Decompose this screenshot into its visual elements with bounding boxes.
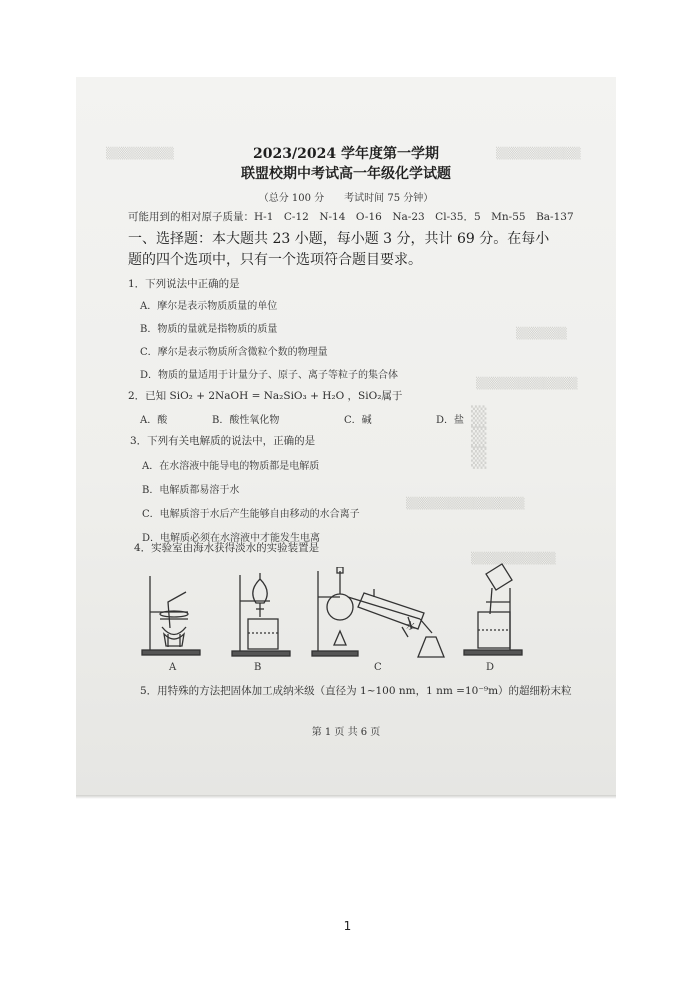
question-1-option-d: D．物质的量适用于计量分子、原子、离子等粒子的集合体 — [140, 370, 399, 381]
bleed-text: ▒▒▒▒▒▒▒▒▒▒▒▒ — [476, 377, 578, 390]
question-3-option-d: D．电解质必须在水溶液中才能发生电离 — [142, 533, 321, 544]
bleed-text: ▒▒▒▒▒▒▒▒▒▒ — [471, 552, 556, 565]
bleed-text: ▒▒▒▒▒▒ — [516, 327, 567, 340]
exam-photo — [76, 77, 616, 797]
apparatus-a-label: A — [169, 662, 177, 673]
question-1-option-a: A．摩尔是表示物质质量的单位 — [140, 301, 278, 312]
apparatus-d-label: D — [486, 662, 495, 673]
photo-edge-shadow — [76, 795, 616, 799]
question-2-option-d: D．盐 — [436, 415, 465, 426]
question-2-option-a: A．酸 — [140, 415, 168, 426]
question-2-stem: 2．已知 SiO₂ + 2NaOH = Na₂SiO₃ + H₂O ，SiO₂属于 — [128, 390, 403, 402]
exam-title-line2: 联盟校期中考试高一年级化学试题 — [241, 166, 451, 182]
apparatus-c-distillation-diagram — [308, 567, 468, 662]
question-3-option-c: C．电解质溶于水后产生能够自由移动的水合离子 — [142, 509, 360, 520]
section1-heading-line2: 题的四个选项中，只有一个选项符合题目要求。 — [128, 252, 422, 268]
question-2-option-c: C．碱 — [344, 415, 372, 426]
bleed-text: ▒▒▒▒▒▒▒▒▒▒ — [496, 147, 581, 160]
question-3-stem: 3．下列有关电解质的说法中，正确的是 — [130, 435, 316, 447]
bleed-text: ▒▒▒▒▒▒▒▒ — [106, 147, 174, 160]
apparatus-a-filtration-diagram — [138, 572, 208, 657]
water-label: 水 — [406, 622, 416, 632]
question-1-stem: 1．下列说法中正确的是 — [128, 278, 240, 290]
question-5-stem: 5．用特殊的方法把固体加工成纳米级（直径为 1~100 nm，1 nm =10⁻⁹m）的超细粉末粒 — [140, 685, 572, 697]
apparatus-d-pouring-diagram — [456, 562, 531, 657]
bleed-text: ▒▒▒▒▒▒▒▒▒▒▒▒▒▒ — [406, 497, 525, 510]
question-3-option-a: A．在水溶液中能导电的物质都是电解质 — [142, 461, 320, 472]
section1-heading-line1: 一、选择题：本大题共 23 小题，每小题 3 分，共计 69 分。在每小 — [128, 231, 550, 247]
score-and-time: （总分 100 分 考试时间 75 分钟） — [258, 193, 434, 204]
question-2-option-b: B．酸性氧化物 — [212, 415, 280, 426]
question-4-stem: 4．实验室由海水获得淡水的实验装置是 — [134, 542, 320, 554]
apparatus-c-label: C — [374, 662, 382, 673]
question-3-option-b: B．电解质都易溶于水 — [142, 485, 240, 496]
atomic-masses: 可能用到的相对原子质量：H-1 C-12 N-14 O-16 Na-23 Cl-35．5 Mn-55 Ba-137 — [128, 211, 574, 223]
page-number: 1 — [343, 919, 352, 933]
apparatus-b-label: B — [254, 662, 262, 673]
question-1-option-c: C．摩尔是表示物质所含微粒个数的物理量 — [140, 347, 328, 358]
bleed-text: ▒ ▒ ▒ — [471, 405, 487, 469]
question-1-option-b: B．物质的量就是指物质的质量 — [140, 324, 278, 335]
apparatus-b-separatory-funnel-diagram — [226, 567, 296, 657]
page-footer: 第 1 页 共 6 页 — [311, 727, 381, 738]
exam-title-line1: 2023/2024 学年度第一学期 — [253, 146, 439, 162]
